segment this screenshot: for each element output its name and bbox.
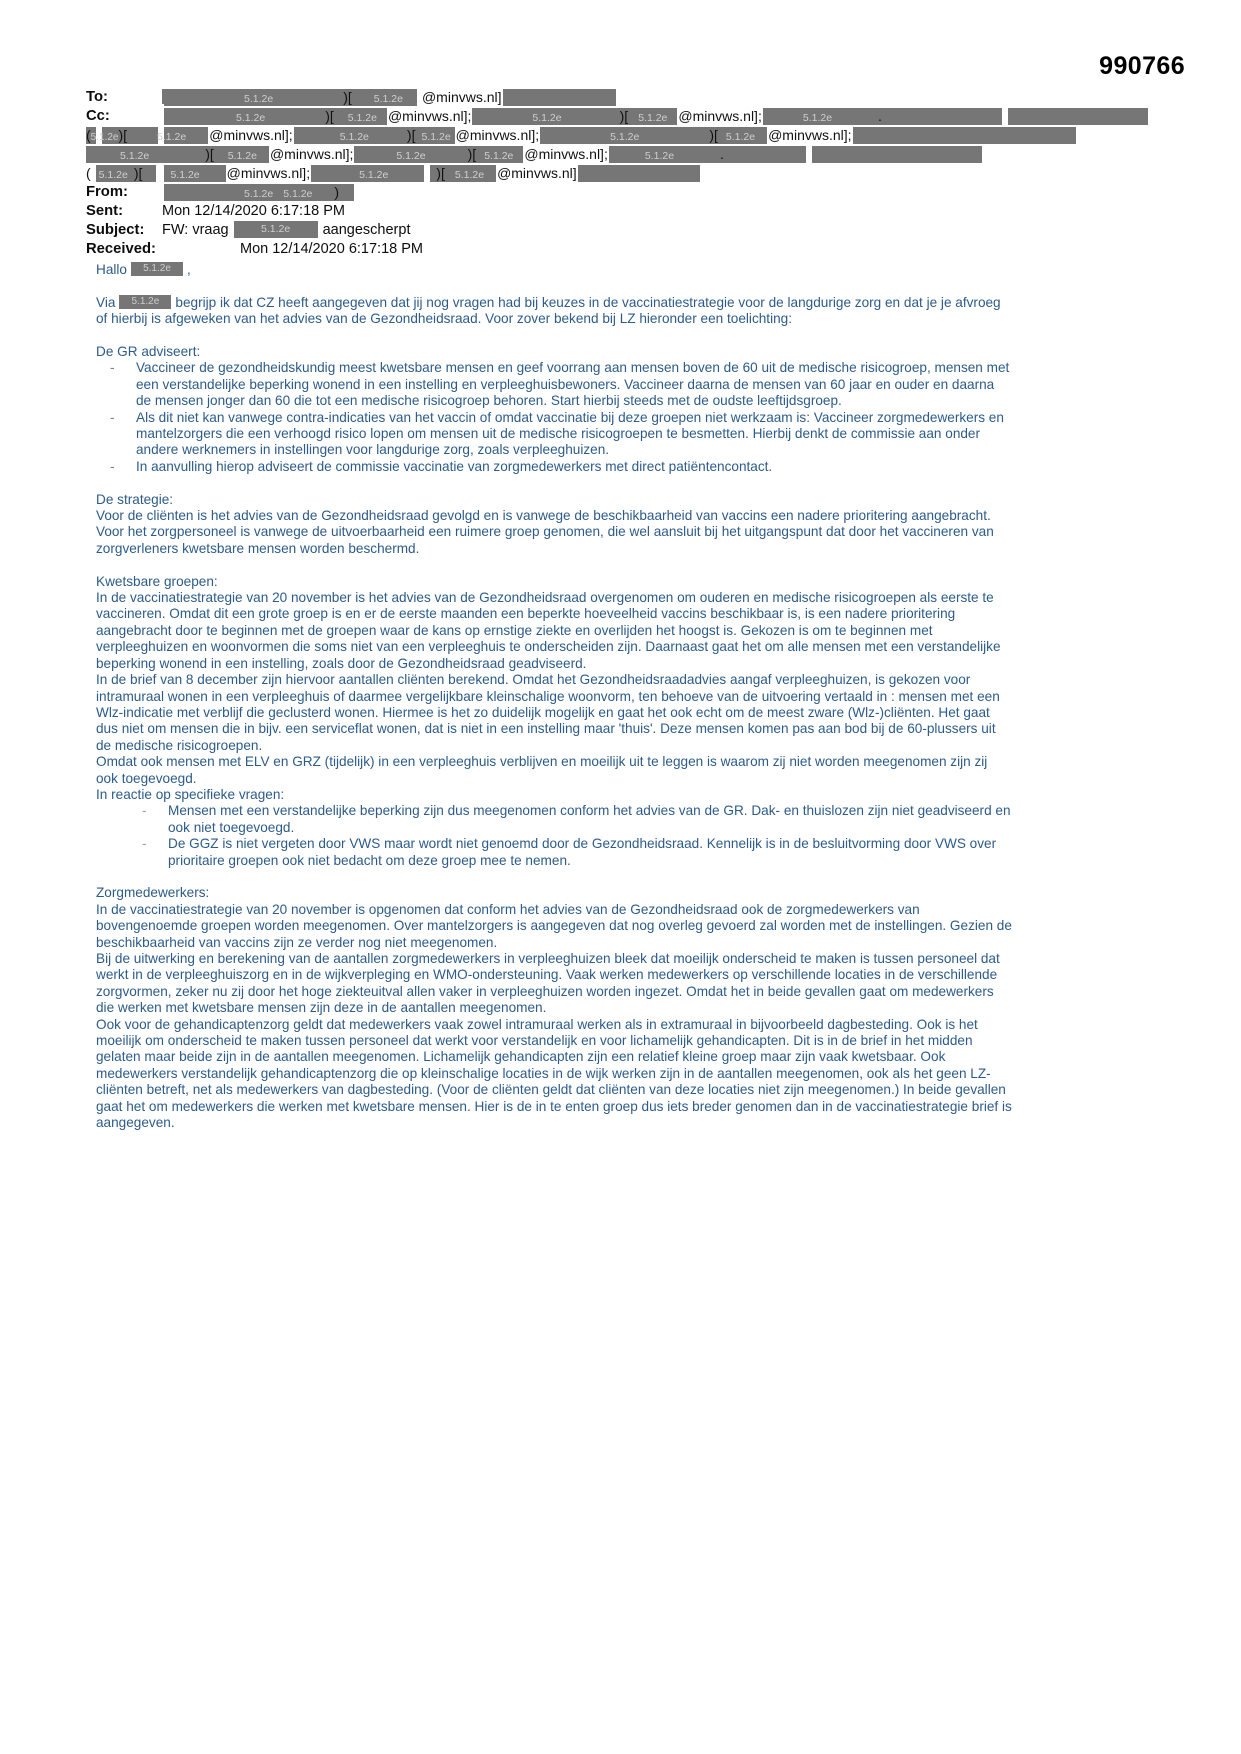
- email-address-fragment: @minvws.nl];: [208, 126, 293, 145]
- redaction-label: 5.1.2e: [396, 150, 426, 162]
- redaction-band: [1008, 108, 1148, 125]
- email-body: [96, 262, 1012, 1131]
- email-address-fragment: @minvws.nl];: [523, 145, 608, 164]
- redaction-chip: 5.1.2e: [234, 221, 318, 238]
- email-address-fragment: @minvws.nl]: [421, 88, 503, 107]
- strategie-paragraph: Voor de cliënten is het advies van de Gezondheidsraad gevolgd en is vanwege de beschikbaarheid van vaccins een nadere prioritering aangebracht.: [96, 508, 991, 524]
- email-received-value: Mon 12/14/2020 6:17:18 PM: [240, 241, 423, 257]
- reactie-list: [96, 803, 1012, 869]
- redaction-chip: 5.1.2e: [131, 262, 183, 276]
- email-address-fragment: @minvws.nl];: [455, 126, 540, 145]
- redaction-label: 5.1.2e: [236, 112, 266, 124]
- redaction-label: 5.1.2e: [484, 150, 514, 162]
- email-received-row: [86, 240, 423, 259]
- email-cc-row: [86, 107, 162, 126]
- email-address-fragment: @minvws.nl];: [387, 107, 472, 126]
- zorgmedewerkers-heading: Zorgmedewerkers:: [96, 885, 210, 901]
- gr-advice-heading: De GR adviseert:: [96, 344, 201, 359]
- email-from-label: From:: [86, 184, 128, 200]
- email-to-label: To:: [86, 89, 108, 105]
- list-item: - Als dit niet kan vanwege contra-indicaties van het vaccin of omdat vaccinatie bij deze groepen niet werkzaam is: Vaccineer zorgmedewerkers en mantelzorgers die een verhoogd risico lopen om mensen uit de medische risicogroepen te besmetten. Hierbij denkt de commissie aan onder andere werknemers in instellingen voor langdurige zorg, zoals verpleeghuizen.: [96, 410, 1012, 459]
- redaction-label: 5.1.2e: [802, 112, 833, 124]
- greeting-text: Hallo: [96, 262, 127, 277]
- list-item: - Mensen met een verstandelijke beperking zijn dus meegenomen conform het advies van de GR. Dak- en thuislozen zijn niet geadviseerd en ook niet toegevoegd.: [96, 803, 1012, 836]
- reactie-heading: In reactie op specifieke vragen:: [96, 786, 285, 802]
- email-address-fragment: @minvws.nl];: [767, 126, 852, 145]
- email-address-fragment: @minvws.nl];: [226, 164, 311, 183]
- email-sent-label: Sent:: [86, 203, 123, 219]
- redaction-chip: 5.1.2e: [119, 295, 171, 309]
- redaction-label: 5.1.2e: [421, 131, 451, 143]
- strategie-heading: De strategie:: [96, 491, 174, 507]
- kwetsbare-groepen-paragraph: Omdat ook mensen met ELV en GRZ (tijdelijk) in een verpleeghuis verblijven en moeilijk uit te leggen is waarom zij niet worden meegenomen zijn zij ook toegevoegd.: [96, 754, 988, 786]
- redaction-label: 5.1.2e: [283, 188, 313, 200]
- redaction-label: 5.1.2e: [610, 131, 640, 143]
- redaction-label: 5.1.2e: [532, 112, 562, 124]
- redaction-label: 5.1.2e: [638, 112, 668, 124]
- greeting-line: [96, 262, 1012, 278]
- redaction-label: 5.1.2e: [170, 169, 200, 181]
- email-subject-row: [86, 221, 410, 240]
- email-from-row: [86, 183, 162, 202]
- email-address-fragment: @minvws.nl];: [677, 107, 762, 126]
- redaction-label: 5.1.2e: [227, 150, 257, 162]
- kwetsbare-groepen-heading: Kwetsbare groepen:: [96, 573, 218, 589]
- email-cc-values-line3: (5.1.2e)[ 5.1.2e @minvws.nl]; 5.1.2e )[ 5.1.2e @minvws.nl]; 5.1.2e )[ 5.1.2e @minvws.nl];: [86, 126, 853, 147]
- document-bates-number: 990766: [1099, 52, 1185, 80]
- email-subject-prefix: FW: vraag: [162, 222, 229, 238]
- intro-prefix: Via: [96, 294, 116, 310]
- redaction-label: 5.1.2e: [339, 131, 369, 143]
- email-sent-value: Mon 12/14/2020 6:17:18 PM: [162, 203, 345, 219]
- redaction-label: 5.1.2e: [644, 150, 675, 162]
- redaction-label: 5.1.2e: [454, 169, 485, 181]
- redaction-label: 5.1.2e: [373, 93, 403, 105]
- list-item: - In aanvulling hierop adviseert de commissie vaccinatie van zorgmedewerkers met direct patiëntencontact.: [96, 459, 1012, 475]
- email-cc-values-line5: ( 5.1.2e )[ 5.1.2e @minvws.nl]; 5.1.2e )[ 5.1.2e @minvws.nl]: [86, 164, 578, 185]
- email-address-fragment: @minvws.nl];: [269, 145, 354, 164]
- kwetsbare-groepen-paragraph: In de brief van 8 december zijn hiervoor aantallen cliënten berekend. Omdat het Gezondheidsraadadvies aangaf verpleeghuizen, is gekozen voor intramuraal wonen in een verpleeghuis of daarmee vergelijkbare kleinschalige woonvorm, ten behoeve van de uitvoering vertaald in : mensen met een Wlz-indicatie met verblijf die geclusterd wonen. Hiermee is het zo duidelijk mogelijk en gaat het ook echt om de meest zware (Wlz-)cliënten. Het gaat dus niet om mensen die in bijv. een serviceflat wonen, dat is niet in een instelling maar 'thuis'. Deze mensen komen pas aan bod bij de 60-plussers uit de medische risicogroepen.: [96, 672, 1000, 753]
- greeting-comma: ,: [186, 262, 191, 277]
- redaction-label: 5.1.2e: [359, 169, 389, 181]
- gr-advice-list: [96, 360, 1012, 475]
- email-cc-label: Cc:: [86, 108, 110, 124]
- email-subject-label: Subject:: [86, 222, 145, 238]
- intro-paragraph: [96, 295, 1012, 328]
- zorgmedewerkers-paragraph: Ook voor de gehandicaptenzorg geldt dat medewerkers vaak zowel intramuraal werken als in extramuraal in bijvoorbeeld dagbesteding. Ook is het moeilijk om onderscheid te maken tussen personeel dat werkt voor verstandelijk en voor lichamelijk gehandicapten. Dit is in de brief in het midden gelaten maar beide zijn in de aantallen meegenomen. Lichamelijk gehandicapten zijn een relatief kleine groep maar zijn vaak kwetsbaar. Ook medewerkers verstandelijk gehandicaptenzorg die op kleinschalige locaties in de wijk werken zijn in de aantallen meegenomen, ook als het geen LZ-cliënten betreft, net als medewerkers van dagbesteding. (Voor de cliënten geldt dat cliënten van deze locaties niet zijn meegenomen.) In beide gevallen gaat het om medewerkers die werken met kwetsbare mensen. Hier is de in te enten groep dus iets breder genomen dan in de vaccinatiestrategie brief is aangegeven.: [96, 1016, 1012, 1131]
- redaction-label: 5.1.2e: [157, 131, 187, 143]
- zorgmedewerkers-paragraph: In de vaccinatiestrategie van 20 november is opgenomen dat conform het advies van de Gezondheidsraad ook de zorgmedewerkers van bovengenoemde groepen worden meegenomen. Over mantelzorgers is aangegeven dat nog overleg gevoerd zal worden met de instellingen. Gezien de beschikbaarheid van vaccins zijn ze verder nog niet meegenomen.: [96, 901, 1012, 950]
- email-from-values: 5.1.2e 5.1.2e ): [244, 184, 340, 200]
- email-received-label: Received:: [86, 241, 156, 257]
- redaction-label: 5.1.2e: [244, 188, 274, 200]
- redaction-label: 5.1.2e: [120, 150, 150, 162]
- email-cc-values-line4: 5.1.2e )[ 5.1.2e @minvws.nl]; 5.1.2e )[ 5.1.2e @minvws.nl]; 5.1.2e .: [86, 145, 724, 166]
- redaction-label: 5.1.2e: [347, 112, 377, 124]
- email-to-values: 5.1.2e )[ 5.1.2e @minvws.nl]: [164, 88, 503, 109]
- email-address-fragment: @minvws.nl]: [496, 164, 578, 183]
- email-subject-suffix: aangescherpt: [322, 222, 411, 238]
- redaction-label: 5.1.2e: [725, 131, 756, 143]
- intro-text: begrijp ik dat CZ heeft aangegeven dat jij nog vragen had bij keuzes in de vaccinatiestrategie voor de langdurige zorg en dat je je afvroeg of hierbij is afgeweken van het advies van de Gezondheidsraad. Voor zover bekend bij LZ hieronder een toelichting:: [96, 294, 1001, 327]
- strategie-paragraph: Voor het zorgpersoneel is vanwege de uitvoerbaarheid een ruimere groep genomen, die wel aansluit bij het uitgangspunt dat door het vaccineren van zorgverleners kwetsbare mensen worden beschermd.: [96, 524, 994, 556]
- list-item: - De GGZ is niet vergeten door VWS maar wordt niet genoemd door de Gezondheidsraad. Kennelijk is in de besluitvorming door VWS over prioritaire groepen ook niet bedacht om deze groep mee te nemen.: [96, 836, 1012, 869]
- redaction-label: 5.1.2e: [90, 132, 119, 143]
- email-cc-values: 5.1.2e )[ 5.1.2e @minvws.nl]; 5.1.2e )[ 5.1.2e @minvws.nl]; 5.1.2e .: [164, 107, 882, 128]
- list-item: - Vaccineer de gezondheidskundig meest kwetsbare mensen en geef voorrang aan mensen boven de 60 uit de medische risicogroep, mensen met een verstandelijke beperking wonend in een instelling en verpleeghuisbewoners. Vaccineer daarna de mensen van 60 jaar en ouder en daarna de mensen jonger dan 60 die tot een medische risicogroep behoren. Start hierbij steeds met de oudste leeftijdsgroep.: [96, 360, 1012, 409]
- redaction-label: 5.1.2e: [98, 169, 128, 181]
- redaction-band: [812, 146, 982, 163]
- redaction-label: 5.1.2e: [244, 93, 274, 105]
- kwetsbare-groepen-paragraph: In de vaccinatiestrategie van 20 november is het advies van de Gezondheidsraad overgenomen om ouderen en medische risicogroepen als eerste te vaccineren. Omdat dit een grote groep is en er de eerste maanden een beperkte hoeveelheid vaccins beschikbaar is, is een nadere prioritering aangebracht door te beginnen met de groepen waar de kans op ernstige ziekte en overlijden het hoogst is. Gekozen is om te beginnen met verpleeghuizen en woonvormen die soms niet van een verpleeghuis te onderscheiden zijn. Daarnaast gaat het om alle mensen met een verstandelijke beperking wonend in een instelling, zoals door de Gezondheidsraad geadviseerd.: [96, 590, 1001, 671]
- zorgmedewerkers-paragraph: Bij de uitwerking en berekening van de aantallen zorgmedewerkers in verpleeghuizen bleek dat moeilijk onderscheid te maken is tussen personeel dat werkt in de verpleeghuiszorg en in de wijkverpleging en WMO-ondersteuning. Vaak werken medewerkers op verschillende locaties in de verschillende zorgvormen, zeker nu zij door het hoge ziekteuitval allen vaker in verpleeghuizen worden ingezet. Omdat het in beide gevallen gaat om medewerkers die werken met kwetsbare mensen zijn deze in de aantallen meegenomen.: [96, 950, 1000, 1016]
- email-sent-row: [86, 202, 345, 221]
